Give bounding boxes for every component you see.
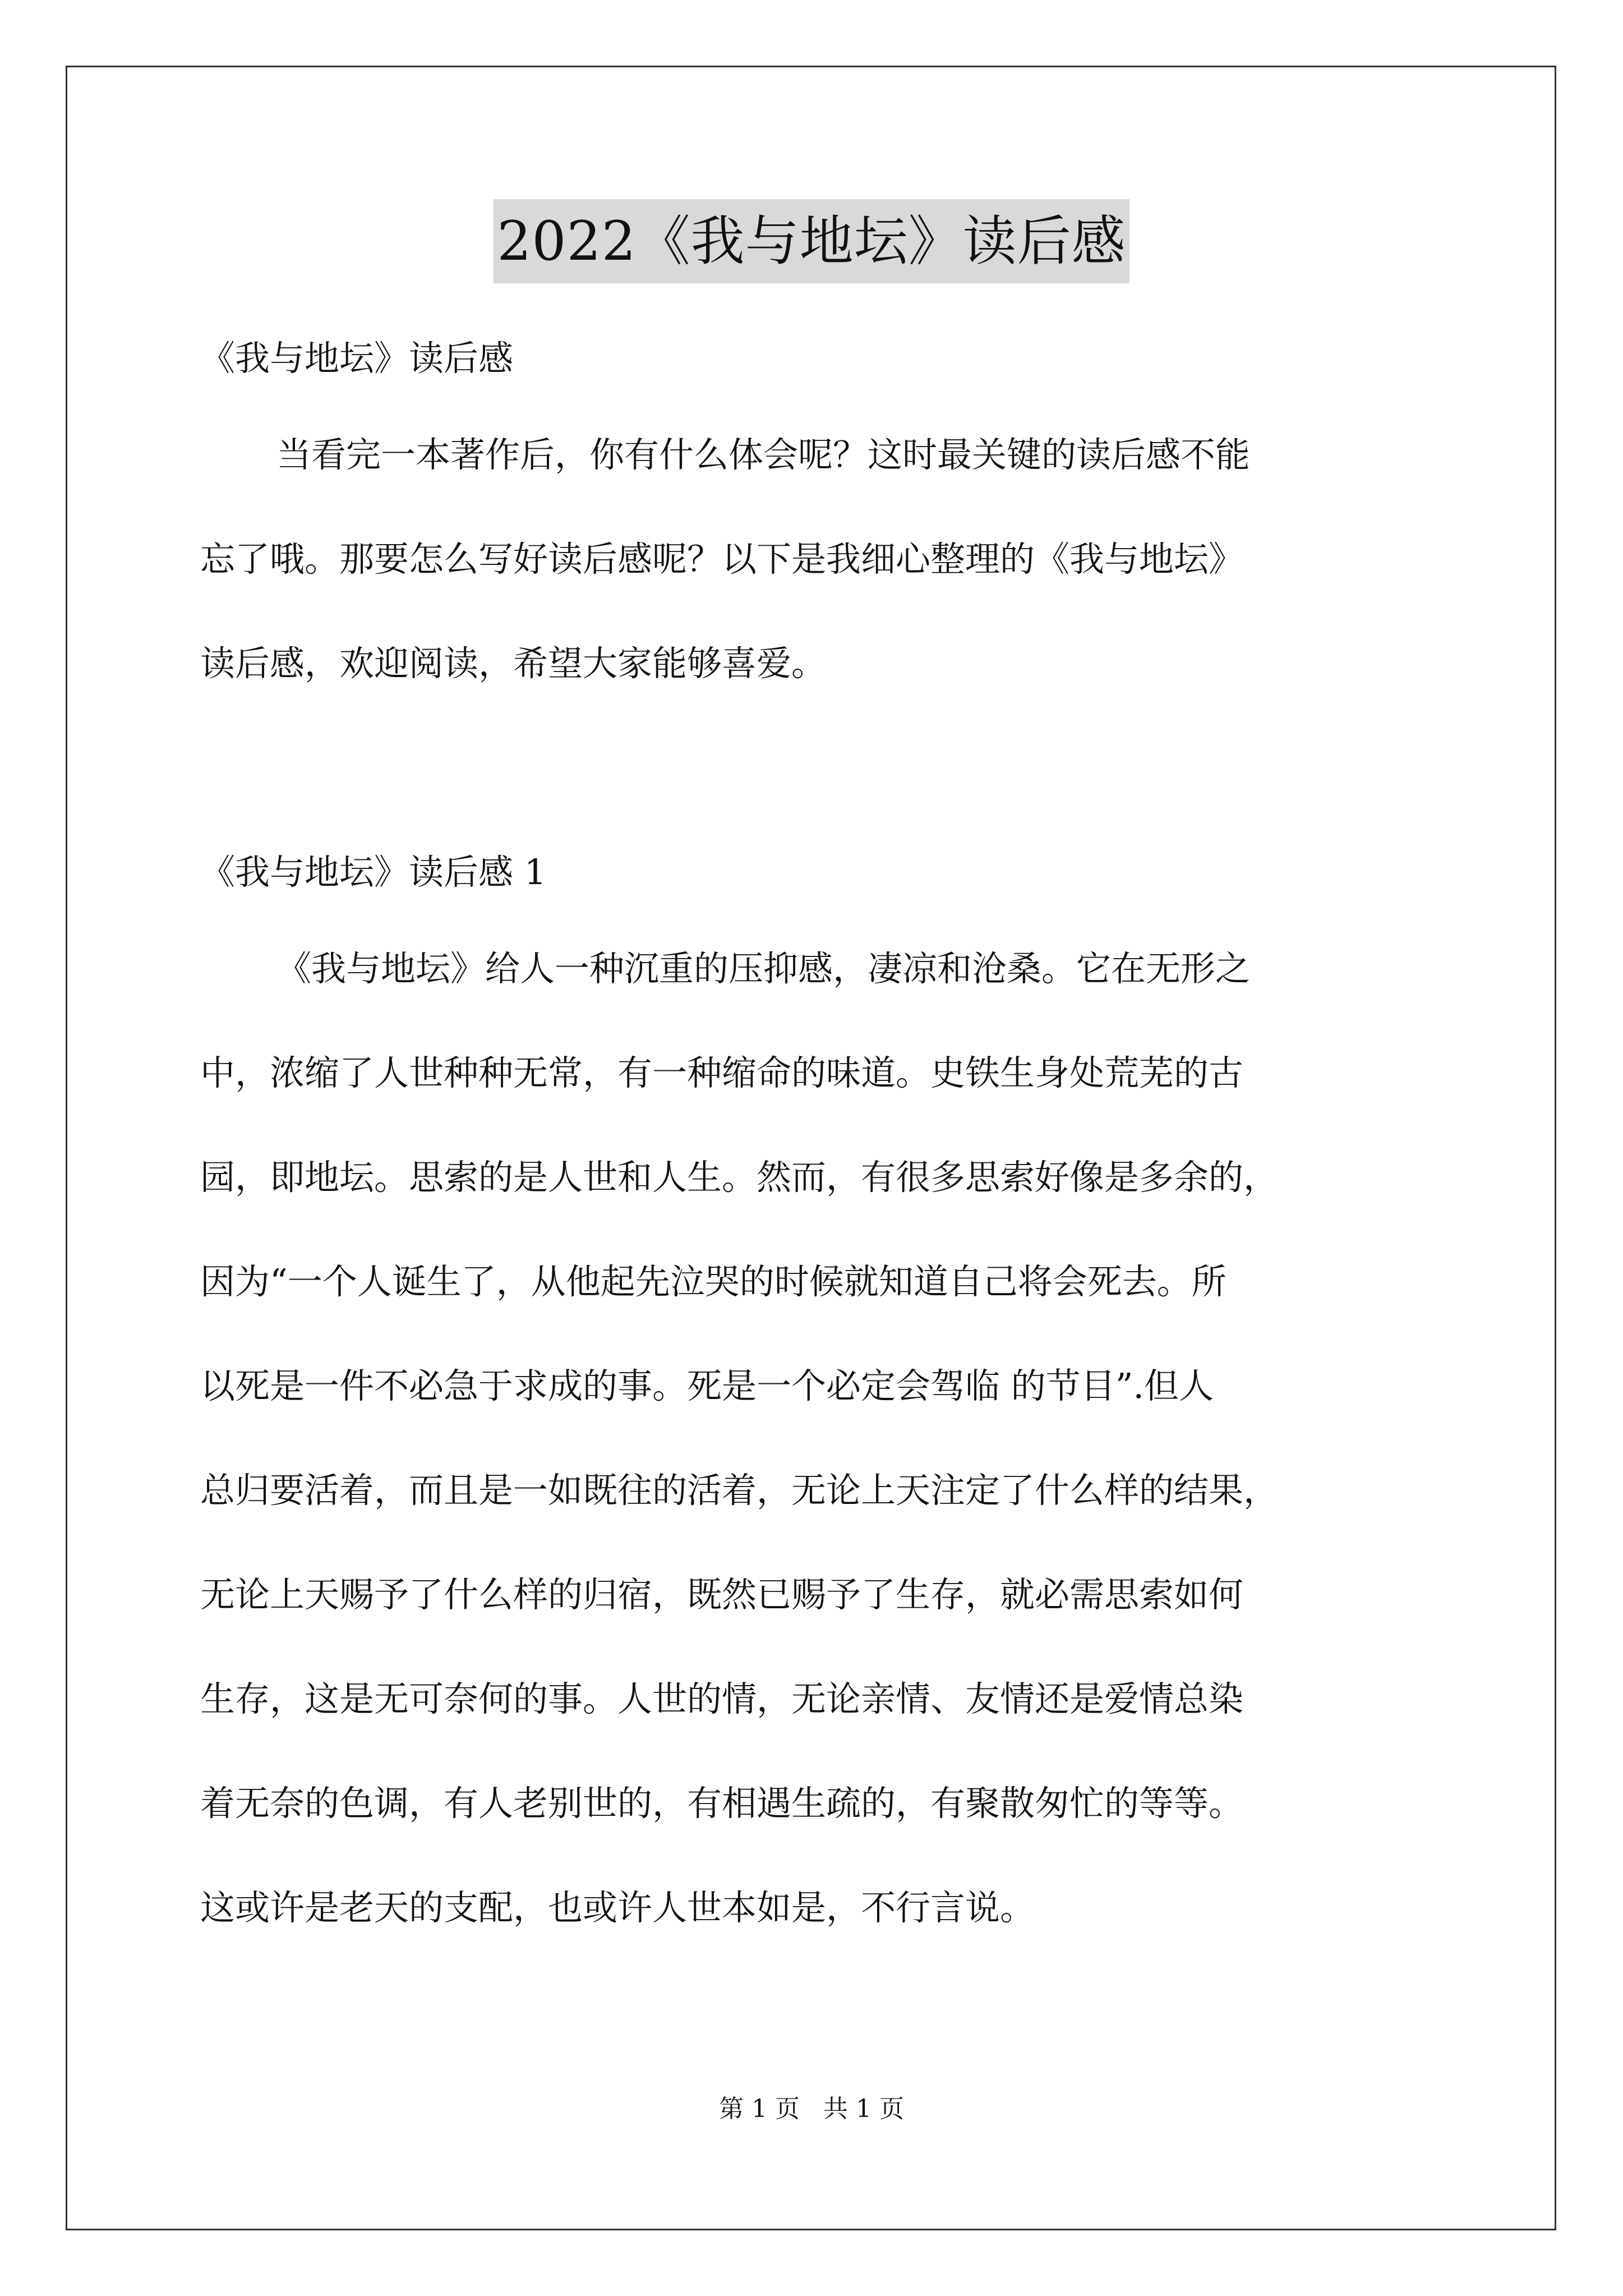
section-line: 中，浓缩了人世种种无常，有一种缩命的味道。史铁生身处荒芜的古 [200, 1052, 1244, 1093]
intro-line: 当看完一本著作后，你有什么体会呢？这时最关键的读后感不能 [276, 434, 1251, 475]
section-line: 以死是一件不必急于求成的事。死是一个必定会驾临 的节目”.但人 [200, 1365, 1214, 1406]
section-line: 着无奈的色调，有人老别世的，有相遇生疏的，有聚散匆忙的等等。 [200, 1783, 1244, 1824]
title-container [0, 199, 1623, 283]
section-line: 无论上天赐予了什么样的归宿，既然已赐予了生存，就必需思索如何 [200, 1574, 1244, 1615]
intro-line: 读后感，欢迎阅读，希望大家能够喜爱。 [200, 643, 827, 684]
section-line: 因为“一个人诞生了，从他起先泣哭的时候就知道自己将会死去。所 [200, 1261, 1227, 1302]
section-heading: 《我与地坛》读后感 1 [200, 852, 547, 892]
document-body [200, 314, 1434, 1960]
spacer [200, 716, 1434, 828]
intro-line: 忘了哦。那要怎么写好读后感呢？以下是我细心整理的《我与地坛》 [200, 539, 1244, 579]
section-line: 生存，这是无可奈何的事。人世的情，无论亲情、友情还是爱情总染 [200, 1678, 1244, 1719]
section-line: 这或许是老天的支配，也或许人世本如是，不行言说。 [200, 1887, 1035, 1928]
section-line: 《我与地坛》给人一种沉重的压抑感，凄凉和沧桑。它在无形之 [276, 948, 1251, 989]
subtitle: 《我与地坛》读后感 [200, 338, 514, 379]
intro-paragraph [200, 403, 1434, 716]
section-paragraph [200, 917, 1434, 1960]
page-footer: 第 1 页 共 1 页 [719, 2095, 904, 2123]
section-line: 园，即地坛。思索的是人世和人生。然而，有很多思索好像是多余的， [200, 1157, 1279, 1198]
document-title: 2022《我与地坛》读后感 [494, 199, 1129, 283]
section-line: 总归要活着，而且是一如既往的活着，无论上天注定了什么样的结果， [200, 1470, 1279, 1511]
